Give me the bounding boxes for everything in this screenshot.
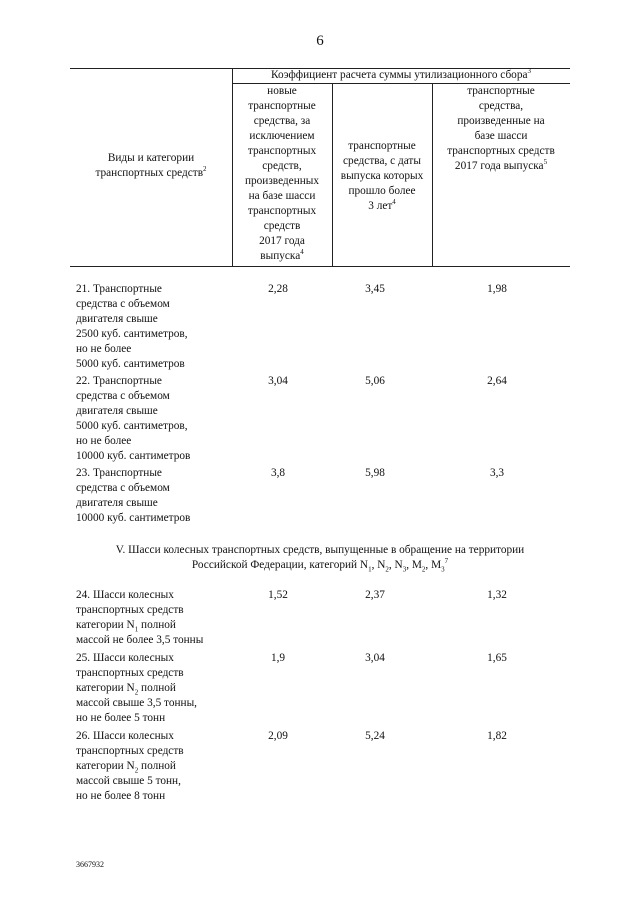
row-21-col2: 3,45: [365, 283, 385, 295]
section-heading: [70, 543, 570, 573]
document-code: 3667932: [76, 860, 104, 869]
col-divider-2: [332, 83, 333, 266]
row-25-col1: 1,9: [270, 652, 286, 664]
header-bottom-rule: [70, 266, 570, 267]
row-26-col2: 5,24: [365, 730, 385, 742]
row-label-header: Виды и категории транспортных средств$^2$: [95, 152, 207, 179]
row-22-col2: 5,06: [365, 375, 385, 387]
row-21-name: 21. Транспортные средства с объемом двигателя свыше 2500 куб. сантиметров, но не более 5000 куб. сантиметров: [76, 283, 188, 370]
coefficient-group-header: Коэффициент расчета суммы утилизационного сбора$^3$: [270, 67, 531, 81]
col1-header: новые транспортные средства, за исключением транспортных средств, произведенных на базе шасси транспортных средств 2017 года выпуска$^4$: [244, 85, 320, 262]
page-number: 6: [316, 33, 324, 49]
row-25-col2: 3,04: [365, 652, 385, 664]
row-26-name: 26. Шасси колесных транспортных средств категории $N_2$ полной массой свыше 5 тонн, но не более 8 тонн: [76, 730, 184, 802]
col-divider-3: [432, 83, 433, 266]
row-23-col2: 5,98: [365, 467, 385, 479]
row-24-name: 24. Шасси колесных транспортных средств категории $N_1$ полной массой не более 3,5 тонны: [76, 589, 204, 646]
section-heading-line2: Российской Федерации, категорий $N_1$, $N_2$, $N_3$, $M_2$, $M_3^7$: [191, 557, 449, 574]
col-divider-1: [232, 68, 233, 266]
section-heading-line1: V. Шасси колесных транспортных средств, выпущенные в обращение на территории: [115, 544, 525, 556]
row-23-name: 23. Транспортные средства с объемом двигателя свыше 10000 куб. сантиметров: [76, 467, 191, 524]
col2-header: транспортные средства, с даты выпуска которых прошло более 3 лет$^4$: [340, 140, 424, 212]
row-24-col3: 1,32: [487, 589, 507, 601]
row-23-col3: 3,3: [489, 467, 505, 479]
row-24-col2: 2,37: [365, 589, 385, 601]
row-25-col3: 1,65: [487, 652, 507, 664]
row-24-col1: 1,52: [268, 589, 288, 601]
row-22-name: 22. Транспортные средства с объемом двигателя свыше 5000 куб. сантиметров, но не более 10000 куб. сантиметров: [76, 375, 191, 462]
col3-header: транспортные средства, произведенные на базе шасси транспортных средств 2017 года выпуска$^5$: [447, 85, 555, 172]
row-21-col3: 1,98: [487, 283, 507, 295]
row-22-col1: 3,04: [268, 375, 288, 387]
row-22-col3: 2,64: [487, 375, 507, 387]
row-26-col1: 2,09: [268, 730, 288, 742]
row-26-col3: 1,82: [487, 730, 507, 742]
row-21-col1: 2,28: [268, 283, 288, 295]
row-23-col1: 3,8: [270, 467, 286, 479]
row-25-name: 25. Шасси колесных транспортных средств категории $N_2$ полной массой свыше 3,5 тонны, но не более 5 тонн: [76, 652, 197, 724]
